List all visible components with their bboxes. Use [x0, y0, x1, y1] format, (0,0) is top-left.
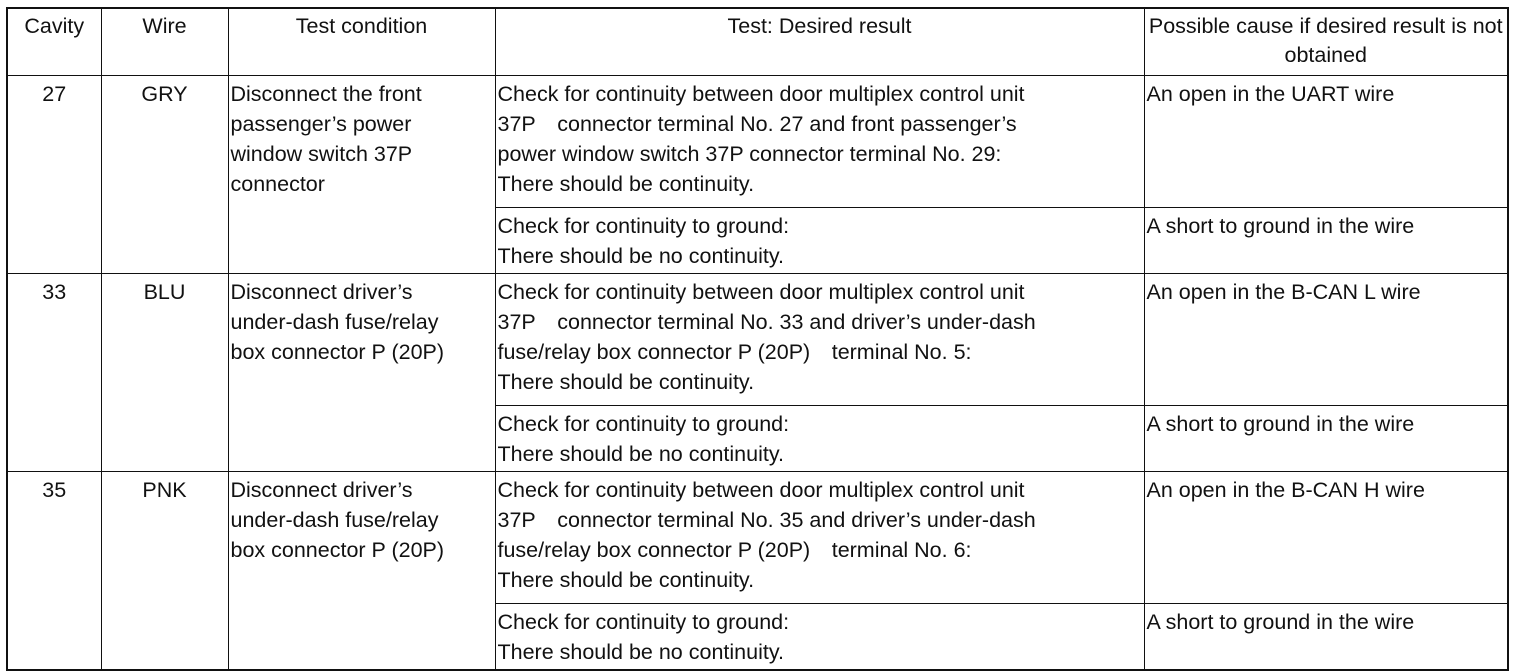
wire-cell: PNK — [101, 472, 228, 671]
condition-line: under-dash fuse/relay — [230, 508, 439, 532]
result-line: There should be continuity. — [497, 172, 755, 196]
result-line: power window switch 37P connector terminal No. 29: — [497, 142, 1002, 166]
result-line: fuse/relay box connector P (20P) terminal No. 5: — [497, 340, 972, 364]
troubleshooting-table — [6, 7, 1509, 671]
desired-result-cell — [495, 274, 1144, 406]
possible-cause-cell: A short to ground in the wire — [1144, 208, 1508, 274]
result-line: There should be no continuity. — [497, 244, 784, 268]
header-desired-result: Test: Desired result — [495, 8, 1144, 76]
possible-cause-cell: A short to ground in the wire — [1144, 604, 1508, 671]
possible-cause-cell: An open in the B-CAN L wire — [1144, 274, 1508, 406]
condition-line: Disconnect driver’s — [230, 478, 413, 502]
condition-line: Disconnect driver’s — [230, 280, 413, 304]
result-line: Check for continuity to ground: — [497, 412, 790, 436]
possible-cause-cell: An open in the UART wire — [1144, 76, 1508, 208]
result-line: fuse/relay box connector P (20P) terminal No. 6: — [497, 538, 972, 562]
wire-cell: GRY — [101, 76, 228, 274]
desired-result-cell — [495, 604, 1144, 671]
cavity-cell: 27 — [7, 76, 101, 274]
condition-line: connector — [230, 172, 325, 196]
condition-line: box connector P (20P) — [230, 538, 445, 562]
troubleshooting-table-container — [6, 7, 1507, 671]
header-row — [7, 8, 1508, 76]
test-condition-cell — [228, 76, 495, 274]
table-row — [7, 274, 1508, 406]
result-line: 37P connector terminal No. 35 and driver’s under-dash — [497, 508, 1036, 532]
possible-cause-cell: An open in the B-CAN H wire — [1144, 472, 1508, 604]
result-line: There should be continuity. — [497, 370, 755, 394]
table-row — [7, 76, 1508, 208]
desired-result-cell — [495, 472, 1144, 604]
condition-line: passenger’s power — [230, 112, 412, 136]
desired-result-cell — [495, 406, 1144, 472]
result-line: Check for continuity between door multiplex control unit — [497, 478, 1025, 502]
condition-line: box connector P (20P) — [230, 340, 445, 364]
test-condition-cell — [228, 274, 495, 472]
possible-cause-cell: A short to ground in the wire — [1144, 406, 1508, 472]
cavity-cell: 35 — [7, 472, 101, 671]
result-line: 37P connector terminal No. 33 and driver’s under-dash — [497, 310, 1036, 334]
table-row — [7, 472, 1508, 604]
result-line: 37P connector terminal No. 27 and front passenger’s — [497, 112, 1017, 136]
desired-result-cell — [495, 76, 1144, 208]
result-line: There should be no continuity. — [497, 640, 784, 664]
wire-cell: BLU — [101, 274, 228, 472]
result-line: There should be continuity. — [497, 568, 755, 592]
header-possible-cause: Possible cause if desired result is not obtained — [1144, 8, 1508, 76]
header-cavity: Cavity — [7, 8, 101, 76]
desired-result-cell — [495, 208, 1144, 274]
result-line: Check for continuity between door multiplex control unit — [497, 280, 1025, 304]
result-line: Check for continuity to ground: — [497, 610, 790, 634]
header-test-condition: Test condition — [228, 8, 495, 76]
test-condition-cell — [228, 472, 495, 671]
condition-line: under-dash fuse/relay — [230, 310, 439, 334]
condition-line: window switch 37P — [230, 142, 413, 166]
result-line: Check for continuity to ground: — [497, 214, 790, 238]
cavity-cell: 33 — [7, 274, 101, 472]
result-line: Check for continuity between door multiplex control unit — [497, 82, 1025, 106]
header-wire: Wire — [101, 8, 228, 76]
result-line: There should be no continuity. — [497, 442, 784, 466]
condition-line: Disconnect the front — [230, 82, 422, 106]
